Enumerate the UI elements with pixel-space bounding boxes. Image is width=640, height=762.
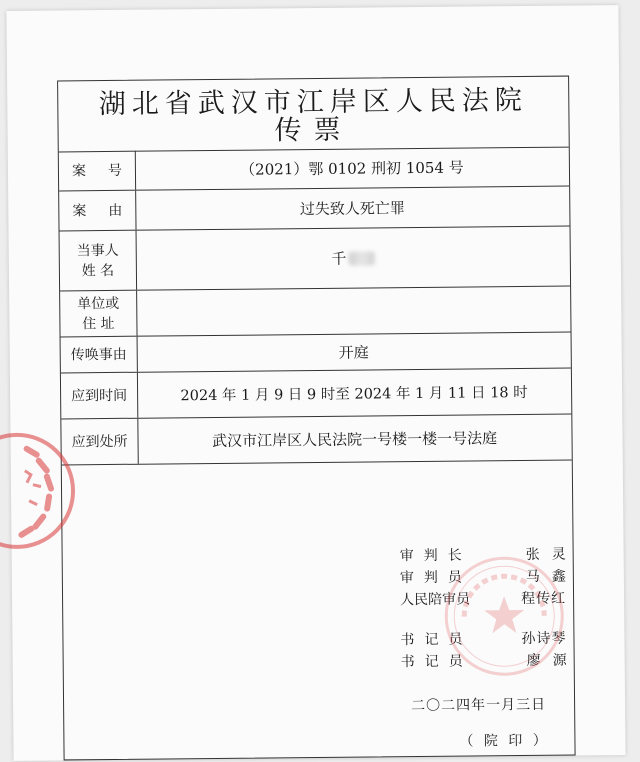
case-number-label [59,151,136,191]
role-juror: 人民陪审员 [400,591,471,609]
title-box [58,77,569,153]
appearance-time-label: 应到时间 [61,373,138,419]
summons-document [6,5,625,761]
address-label [60,291,137,337]
court-seal-label: （ 院 印 ） [459,732,550,750]
signature-clerk-1 [400,628,566,650]
case-cause-label [59,191,136,231]
address-label-line1: 单位或 [77,295,120,312]
case-number-label-part1: 案 [71,162,87,179]
summons-reason-label: 传唤事由 [61,337,138,373]
role-clerk-2: 书记员 [400,653,473,671]
address-label-line2: 住 址 [82,315,115,332]
signature-presiding-judge [399,544,578,566]
case-cause-label-part2: 由 [108,202,123,219]
appearance-place-value: 武汉市江岸区人民法院一号楼一楼一号法庭 [211,429,498,451]
party-name-value-cell [136,227,571,290]
appearance-time-row [61,369,571,420]
case-cause-row [59,187,569,232]
party-name-label-line2: 姓 名 [81,262,115,279]
role-judge: 审判员 [399,569,472,587]
case-number-label-part2: 号 [107,162,123,179]
summons-reason-row [61,333,571,374]
document-type: 传票 [274,114,353,147]
name-judge: 马鑫 [525,568,578,585]
signature-clerk-2 [400,650,579,672]
case-cause-value: 过失致人死亡罪 [299,199,405,219]
party-name-label [60,231,138,291]
role-presiding-judge: 审判长 [399,547,472,565]
case-cause-label-part1: 案 [72,202,87,219]
address-value [136,287,570,336]
signature-judge [399,566,578,588]
name-clerk-2: 廖源 [526,652,579,669]
case-number-row [59,147,569,192]
issue-date: 二〇二四年一月三日 [411,696,547,715]
appearance-place-label: 应到处所 [61,419,138,465]
court-name: 湖北省武汉市江岸区人民法院 [98,84,528,121]
appearance-place-row [61,415,571,466]
case-number-value: （2021）鄂 0102 刑初 1054 号 [240,158,464,179]
role-clerk-1: 书记员 [400,631,473,649]
address-row [60,287,570,338]
redacted-name-blur [348,251,374,265]
name-clerk-1: 孙诗琴 [521,630,567,648]
party-name-value: 千 [331,249,347,268]
party-name-label-line1: 当事人 [76,242,119,259]
name-presiding-judge: 张灵 [525,546,578,563]
name-juror: 程传红 [521,590,567,608]
appearance-time-value: 2024 年 1 月 9 日 9 时至 2024 年 1 月 11 日 18 时 [180,384,528,405]
signature-juror [400,588,566,610]
summons-reason-value: 开庭 [338,343,369,362]
party-name-row [60,227,571,292]
